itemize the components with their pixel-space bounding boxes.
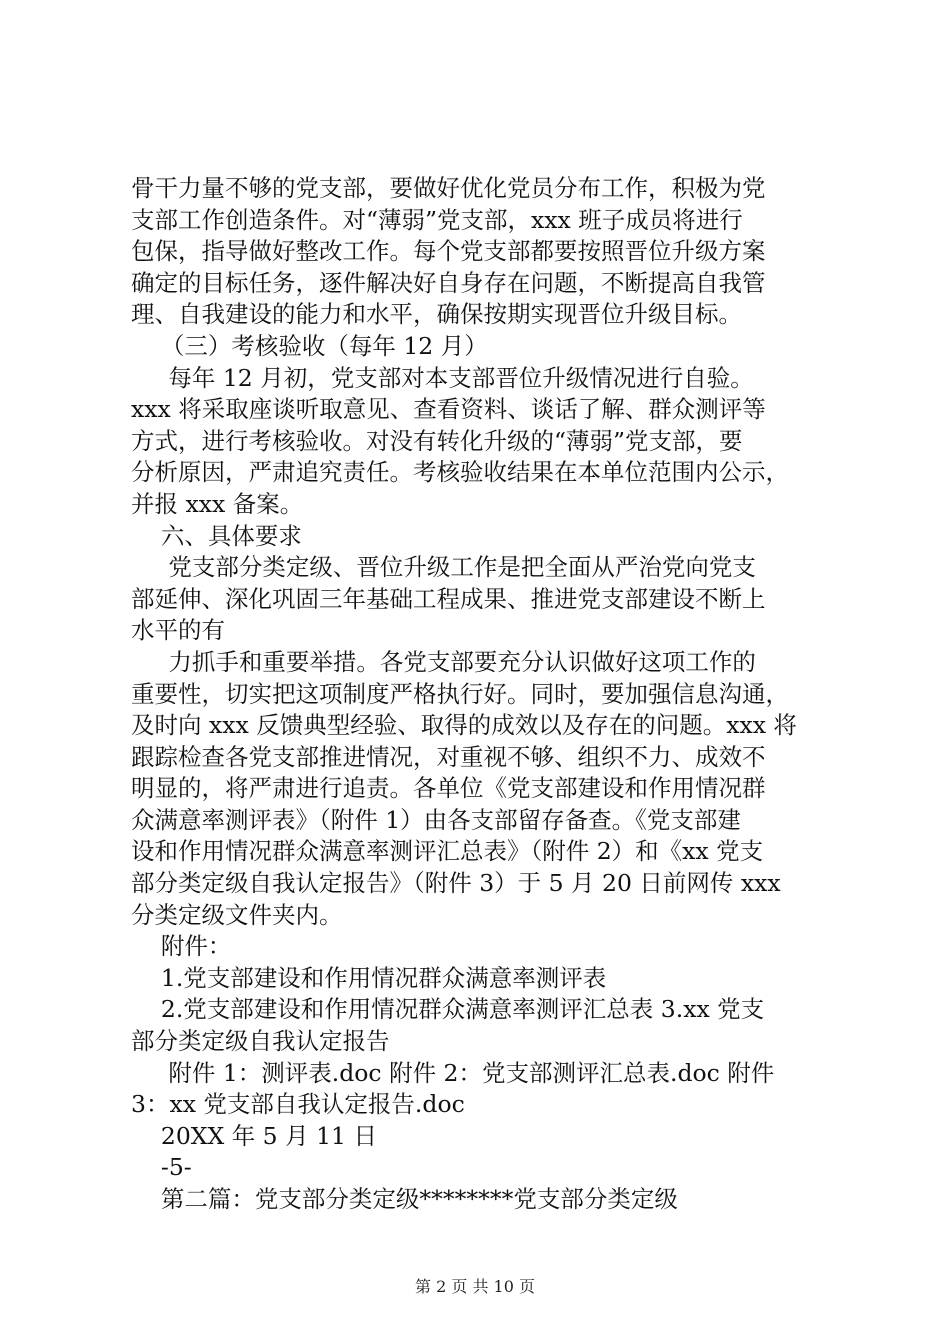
- text-line: 2.党支部建设和作用情况群众满意率测评汇总表 3.xx 党支: [131, 995, 765, 1024]
- text-line: 20XX 年 5 月 11 日: [131, 1121, 377, 1150]
- text-line: 分析原因，严肃追究责任。考核验收结果在本单位范围内公示，: [131, 458, 789, 487]
- text-line: 包保，指导做好整改工作。每个党支部都要按照晋位升级方案: [131, 237, 766, 266]
- text-line: 方式，进行考核验收。对没有转化升级的“薄弱”党支部，要: [131, 426, 743, 455]
- text-line: 跟踪检查各党支部推进情况，对重视不够、组织不力、成效不: [131, 742, 766, 771]
- text-line: 重要性，切实把这项制度严格执行好。同时，要加强信息沟通，: [131, 679, 789, 708]
- text-line: 每年 12 月初，党支部对本支部晋位升级情况进行自验。: [131, 363, 754, 392]
- text-line: 水平的有: [131, 616, 225, 645]
- text-line: 分类定级文件夹内。: [131, 900, 343, 929]
- text-line: 明显的，将严肃进行追责。各单位《党支部建设和作用情况群: [131, 774, 766, 803]
- text-line: 支部工作创造条件。对“薄弱”党支部，xxx 班子成员将进行: [131, 205, 743, 234]
- text-line: （三）考核验收（每年 12 月）: [131, 331, 488, 360]
- text-line: -5-: [131, 1153, 192, 1182]
- text-line: 党支部分类定级、晋位升级工作是把全面从严治党向党支: [131, 553, 756, 582]
- text-line: 及时向 xxx 反馈典型经验、取得的成效以及存在的问题。xxx 将: [131, 711, 797, 740]
- document-body: [131, 173, 831, 1216]
- text-line: 确定的目标任务，逐件解决好自身存在问题，不断提高自我管: [131, 268, 766, 297]
- text-line: 第二篇：党支部分类定级********党支部分类定级: [131, 1185, 678, 1213]
- text-line: 力抓手和重要举措。各党支部要充分认识做好这项工作的: [131, 647, 756, 676]
- text-line: 众满意率测评表》（附件 1）由各支部留存备查。《党支部建: [131, 805, 741, 834]
- text-line: 骨干力量不够的党支部，要做好优化党员分布工作，积极为党: [131, 174, 766, 202]
- text-line: 理、自我建设的能力和水平，确保按期实现晋位升级目标。: [131, 300, 742, 329]
- page-footer: 第 2 页 共 10 页: [415, 1277, 535, 1296]
- text-line: 并报 xxx 备案。: [131, 489, 304, 518]
- text-line: 1.党支部建设和作用情况群众满意率测评表: [131, 963, 607, 992]
- text-line: 部分类定级自我认定报告》（附件 3）于 5 月 20 日前网传 xxx: [131, 869, 781, 898]
- text-line: 部延伸、深化巩固三年基础工程成果、推进党支部建设不断上: [131, 584, 766, 613]
- text-line: 附件：: [131, 932, 232, 961]
- text-line: 设和作用情况群众满意率测评汇总表》（附件 2）和《xx 党支: [131, 837, 764, 866]
- text-line: 附件 1：测评表.doc 附件 2：党支部测评汇总表.doc 附件: [131, 1058, 775, 1087]
- text-line: 六、具体要求: [131, 521, 302, 550]
- text-line: 部分类定级自我认定报告: [131, 1027, 390, 1056]
- text-line: 3：xx 党支部自我认定报告.doc: [131, 1090, 465, 1119]
- text-line: xxx 将采取座谈听取意见、查看资料、谈话了解、群众测评等: [131, 395, 766, 424]
